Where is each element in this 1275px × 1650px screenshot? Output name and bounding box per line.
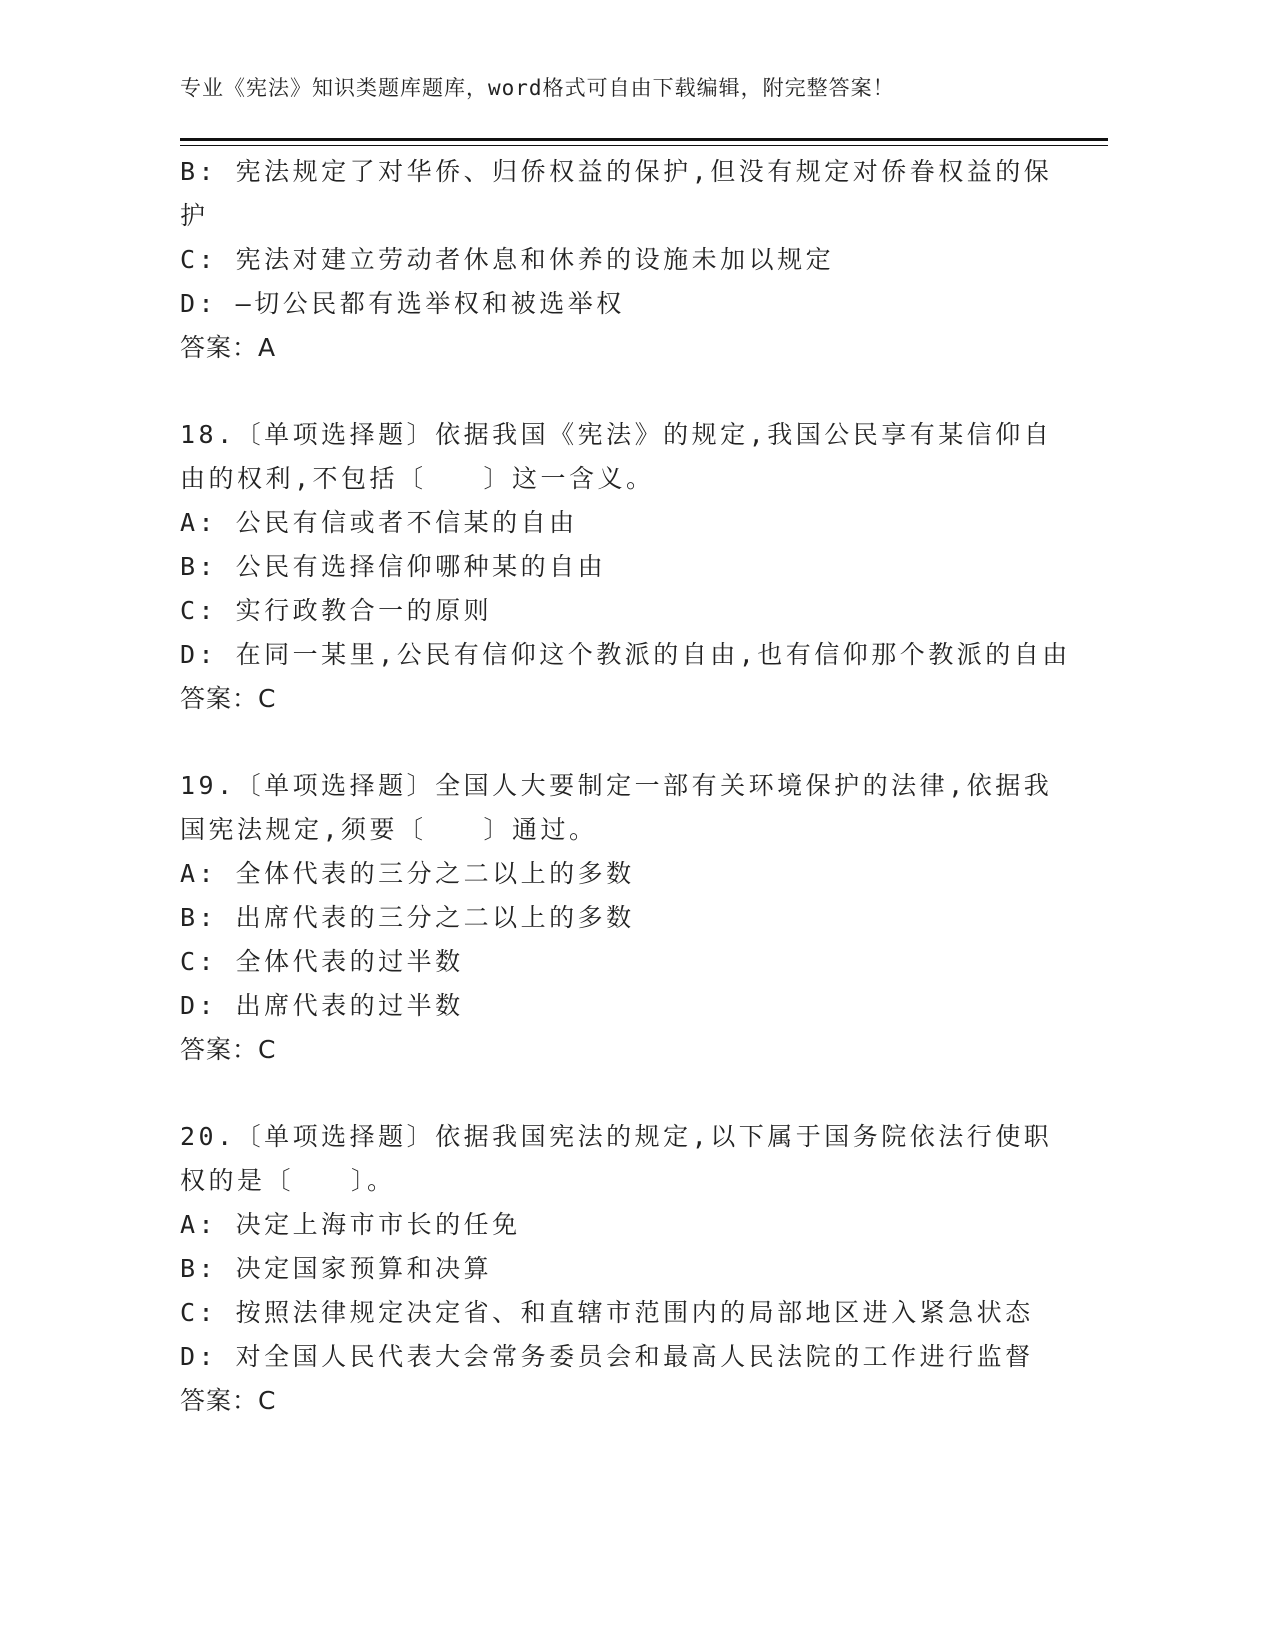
option-c: C: 实行政教合一的原则	[180, 596, 493, 625]
page-header: 专业《宪法》知识类题库题库，word格式可自由下载编辑，附完整答案！	[180, 76, 895, 100]
header-rule-thin	[180, 145, 1108, 146]
option-c: C: 全体代表的过半数	[180, 947, 464, 976]
question-stem-continued: 国宪法规定,须要〔 〕通过。	[180, 815, 598, 844]
answer: 答案：A	[180, 333, 277, 362]
answer: 答案：C	[180, 1035, 277, 1064]
question-block-17-tail	[180, 150, 1110, 370]
answer: 答案：C	[180, 684, 277, 713]
question-stem-continued: 权的是〔 〕。	[180, 1166, 396, 1195]
answer: 答案：C	[180, 1386, 277, 1415]
document-body	[180, 150, 1110, 1423]
question-stem: 20.〔单项选择题〕依据我国宪法的规定,以下属于国务院依法行使职	[180, 1122, 1053, 1151]
question-stem: 18.〔单项选择题〕依据我国《宪法》的规定,我国公民享有某信仰自	[180, 420, 1053, 449]
option-a: A: 公民有信或者不信某的自由	[180, 508, 578, 537]
option-d: D: 对全国人民代表大会常务委员会和最高人民法院的工作进行监督	[180, 1342, 1034, 1371]
option-d: D: —切公民都有选举权和被选举权	[180, 289, 625, 318]
option-b: B: 宪法规定了对华侨、归侨权益的保护,但没有规定对侨眷权益的保	[180, 157, 1053, 186]
header-rule-thick	[180, 138, 1108, 141]
option-d: D: 在同一某里,公民有信仰这个教派的自由,也有信仰那个教派的自由	[180, 640, 1071, 669]
option-b: B: 决定国家预算和决算	[180, 1254, 493, 1283]
question-block-18	[180, 413, 1110, 721]
option-c: C: 宪法对建立劳动者休息和休养的设施未加以规定	[180, 245, 835, 274]
question-stem: 19.〔单项选择题〕全国人大要制定一部有关环境保护的法律,依据我	[180, 771, 1053, 800]
question-block-19	[180, 764, 1110, 1072]
option-a: A: 全体代表的三分之二以上的多数	[180, 859, 635, 888]
option-a: A: 决定上海市市长的任免	[180, 1210, 521, 1239]
option-c: C: 按照法律规定决定省、和直辖市范围内的局部地区进入紧急状态	[180, 1298, 1034, 1327]
option-b: B: 公民有选择信仰哪种某的自由	[180, 552, 607, 581]
question-stem-continued: 由的权利,不包括〔 〕这一含义。	[180, 464, 655, 493]
option-d: D: 出席代表的过半数	[180, 991, 464, 1020]
option-b: B: 出席代表的三分之二以上的多数	[180, 903, 635, 932]
option-b-continued: 护	[180, 201, 209, 230]
question-block-20	[180, 1115, 1110, 1423]
